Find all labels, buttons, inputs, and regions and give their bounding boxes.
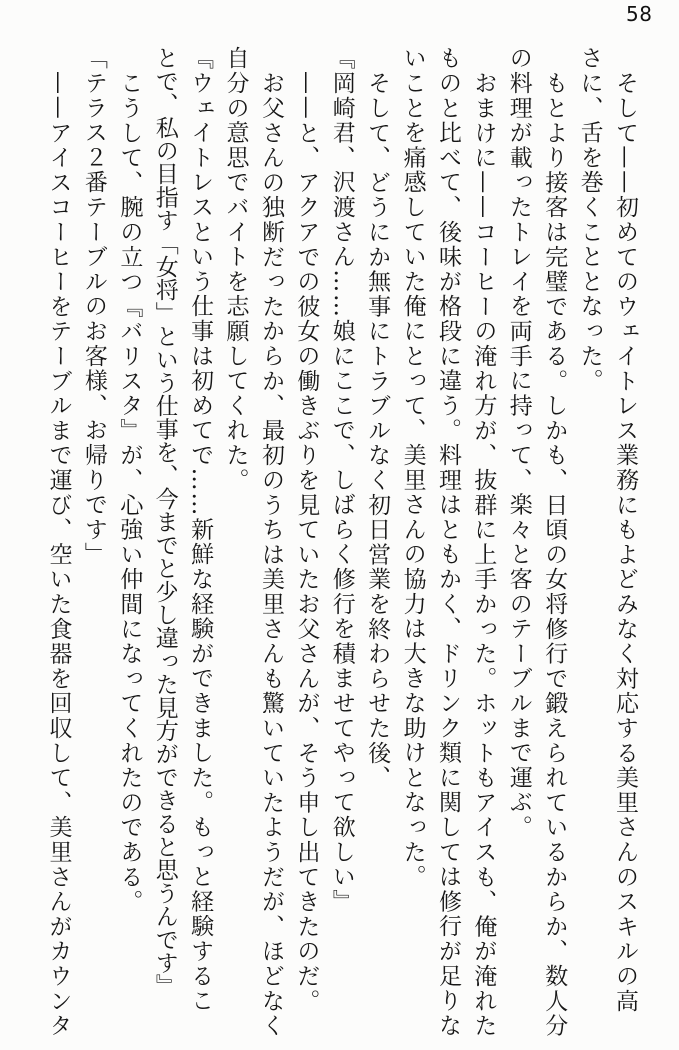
text-line: さに、舌を巻くこととなった。 [576, 46, 603, 394]
text-line: もとより接客は完璧である。しかも、日頃の女将修行で鍛えられているからか、数人分 [541, 71, 568, 1039]
text-line: おまけに——コーヒーの淹れ方が、抜群に上手かった。ホットもアイスも、俺が淹れた [470, 71, 497, 1039]
text-line: こうして、腕の立つ『バリスタ』が、心強い仲間になってくれたのである。 [116, 71, 143, 915]
text-line: 『岡崎君、沢渡さん……娘にここで、しばらく修行を積ませてやって欲しい』 [328, 46, 355, 914]
text-line: ものと比べて、後味が格段に違う。料理はともかく、ドリンク類に関しては修行が足りな [434, 46, 461, 1038]
text-line: ——と、アクアでの彼女の働きぶりを見ていたお父さんが、そう申し出てきたのだ。 [293, 71, 320, 1014]
text-line: 「テラス２番テーブルのお客様、お帰りです」 [80, 46, 107, 567]
text-line: いことを痛感していた俺にとって、美里さんの協力は大きな助けとなった。 [399, 46, 426, 890]
page-number: 58 [626, 2, 653, 26]
text-line: 自分の意思でバイトを志願してくれた。 [222, 46, 249, 493]
text-line: お父さんの独断だったからか、最初のうちは美里さんも驚いていたようだが、ほどなく [257, 71, 284, 1039]
text-line: そして——初めてのウェイトレス業務にもよどみなく対応する美里さんのスキルの高 [612, 71, 638, 1014]
text-line: の料理が載ったトレイを両手に持って、楽々と客のテーブルまで運ぶ。 [505, 46, 532, 840]
text-body [40, 46, 642, 1039]
text-line: ——アイスコーヒーをテーブルまで運び、空いた食器を回収して、美里さんがカウンタ [45, 71, 72, 1039]
text-line: とで、私の目指す「女将」という仕事を、今までと少し違った見方ができると思うんです』 [151, 46, 178, 998]
text-line: そして、どうにか無事にトラブルなく初日営業を終わらせた後、 [364, 71, 391, 791]
text-line: 『ウェイトレスという仕事は初めてで……新鮮な経験ができました。もっと経験するこ [187, 46, 214, 1014]
